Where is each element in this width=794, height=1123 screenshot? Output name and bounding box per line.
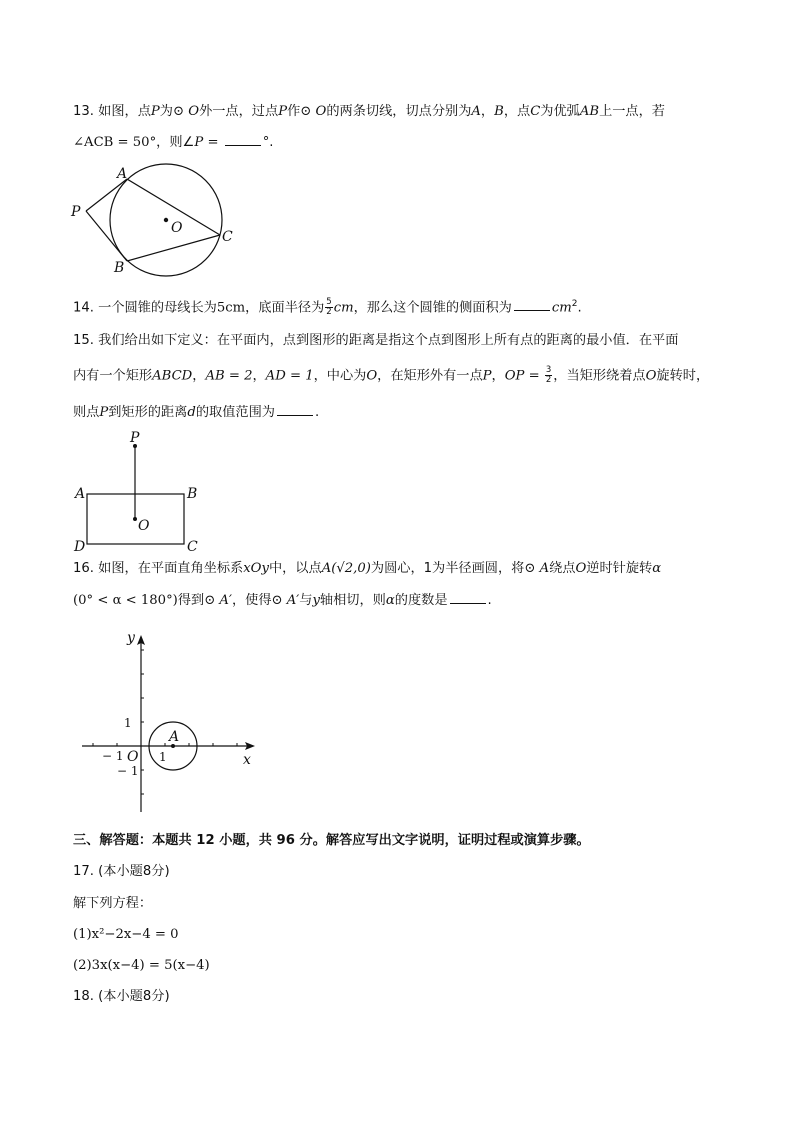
q13-label-b: B xyxy=(114,260,125,276)
q15-label-b: B xyxy=(187,486,198,502)
q16-label-o: O xyxy=(127,749,139,765)
q17-equation-1: (1)x²−2x−4 = 0 xyxy=(73,927,179,942)
q16-label-neg-one-y: − 1 xyxy=(117,764,139,778)
section-heading: 三、解答题：本题共 12 小题，共 96 分。解答应写出文字说明，证明过程或演算步骤。 xyxy=(73,833,590,848)
q15-label-c: C xyxy=(187,539,198,555)
q15-line-1: 15. 我们给出如下定义：在平面内，点到图形的距离是指这个点到图形上所有点的距离的最小值．在平面 xyxy=(73,333,679,348)
q15-line-3: 则点P到矩形的距离d的取值范围为 . xyxy=(73,405,320,420)
q13-label-o: O xyxy=(171,220,183,236)
q13-line-2: ∠ACB = 50°，则∠P = °. xyxy=(73,135,274,150)
q13-label-a: A xyxy=(117,166,128,182)
q13-line-1: 13. 如图，点P为⊙ O外一点，过点P作⊙ O的两条切线，切点分别为A，B，点C为优弧AB上一点，若 xyxy=(73,104,665,119)
q14-line: 14. 一个圆锥的母线长为5cm，底面半径为 $\frac{5}{2}$ cm，那么这个圆锥的侧面积为 $cm^2$. xyxy=(73,296,582,317)
q15-label-d: D xyxy=(74,539,86,555)
q15-fraction: $\frac{3}{2}$ xyxy=(545,365,552,385)
q16-label-one-y: 1 xyxy=(124,716,132,730)
q15-line-2: 内有一个矩形ABCD，AB = 2，AD = 1，中心为O，在矩形外有一点P，OP = $\frac{3}{2}$ ，当矩形绕着点O旋转时， xyxy=(73,365,710,385)
q16-label-y: y xyxy=(127,630,135,646)
q17-equation-2: (2)3x(x−4) = 5(x−4) xyxy=(73,958,210,973)
q16-line-1: 16. 如图，在平面直角坐标系xOy中，以点A(√2,0)为圆心，1为半径画圆，将⊙ A绕点O逆时针旋转α xyxy=(73,561,662,576)
q15-label-o: O xyxy=(138,518,150,534)
q17-prompt: 解下列方程： xyxy=(73,896,153,911)
q16-label-neg-one-x: − 1 xyxy=(102,749,124,763)
q13-label-p: P xyxy=(71,204,81,220)
q14-fraction: $\frac{5}{2}$ xyxy=(326,296,332,317)
q15-label-p: P xyxy=(130,430,140,446)
q16-label-x: x xyxy=(243,752,251,768)
q15-label-a: A xyxy=(75,486,86,502)
q17-title: 17. (本小题8分) xyxy=(73,864,170,879)
q13-label-c: C xyxy=(222,229,233,245)
q18-title: 18. (本小题8分) xyxy=(73,989,170,1004)
q16-label-a: A xyxy=(169,729,180,745)
q16-label-one-x: 1 xyxy=(159,750,167,764)
q16-line-2: (0° < α < 180°)得到⊙ A′，使得⊙ A′与y轴相切，则α的度数是 . xyxy=(73,593,492,608)
